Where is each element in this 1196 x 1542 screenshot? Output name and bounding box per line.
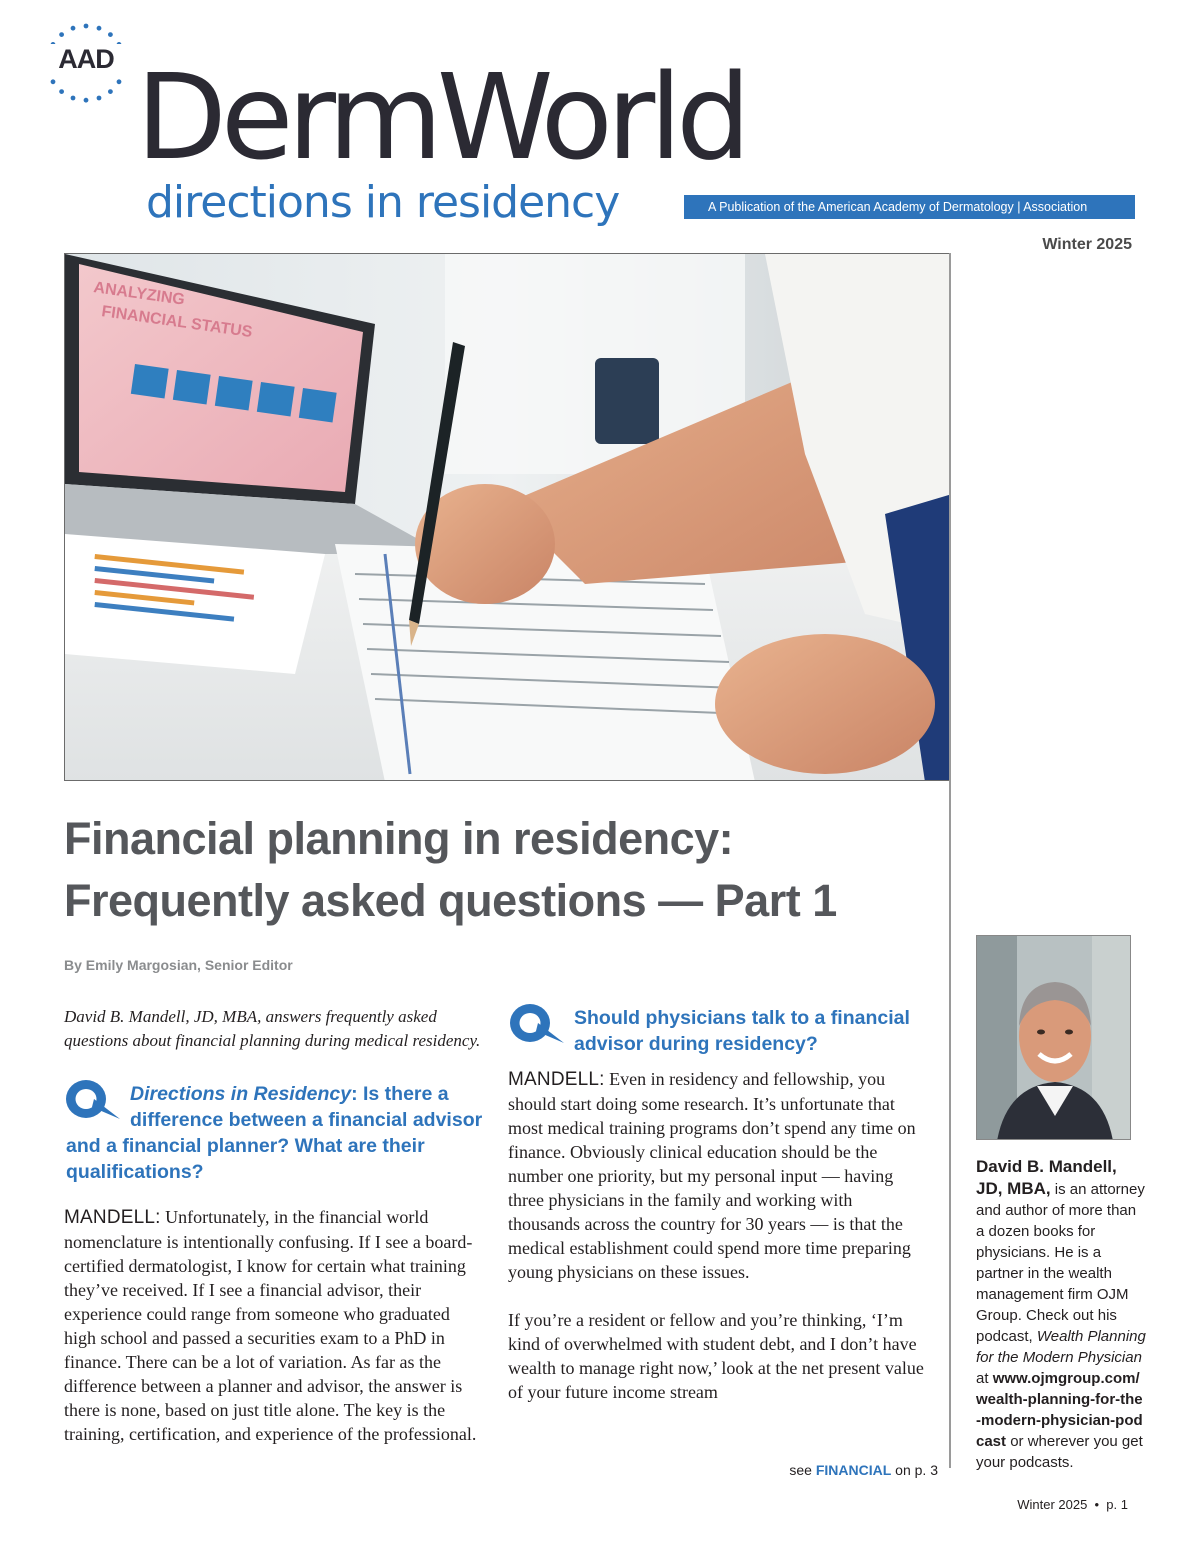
article-column-1 xyxy=(64,1005,484,1446)
answer-1-text: Unfortunately, in the financial world nomenclature is intentionally confusing. If I see a board-certified dermatologist, I know for certain what training they’ve received. If I see a financial advisor, their experience could range from someone who graduated high school and passed a securities exam to a PhD in finance. There can be a lot of variation. As far as the difference between a planner and advisor, the answer is there is none, based on just title alone. The key is the training, certification, and experience of the professional. xyxy=(64,1207,477,1444)
headline-line-2: Frequently asked questions — Part 1 xyxy=(64,875,837,926)
answer-2 xyxy=(508,1067,928,1284)
answer-2-text: Even in residency and fellowship, you should start doing some research. It’s unfortunate that most medical training programs don’t spend any time on finance. Obviously clinical education should be the number one priority, but my personal input — having three physicians in the family and working with thousands across the country for 30 years — is that the medical establishment could spend more time preparing young physicians on these issues. xyxy=(508,1069,916,1282)
question-heading-2 xyxy=(508,1005,928,1057)
article-headline xyxy=(64,808,944,932)
answer-1-speaker: MANDELL: xyxy=(64,1207,161,1228)
continued-page: on p. 3 xyxy=(895,1462,938,1478)
continued-see: see xyxy=(789,1462,812,1478)
masthead-brand: DermWorld xyxy=(136,48,746,186)
screen-text-1: ANALYZING xyxy=(92,279,186,309)
q-speech-bubble-icon xyxy=(508,1001,566,1051)
hero-illustration xyxy=(65,254,951,781)
continued-note xyxy=(789,1462,938,1478)
author-bio-at: at xyxy=(976,1370,989,1387)
article-column-2 xyxy=(508,1005,928,1404)
author-bio-text: is an attorney and author of more than a dozen books for physicians. He is a partner in the wealth management firm OJM Group. Check out his podcast, xyxy=(976,1181,1145,1345)
column-divider xyxy=(949,253,951,1468)
issue-date: Winter 2025 xyxy=(1042,236,1132,253)
aad-logo xyxy=(44,22,128,106)
answer-1 xyxy=(64,1205,484,1446)
masthead-tagline: directions in residency xyxy=(146,177,620,228)
answer-2-speaker: MANDELL: xyxy=(508,1069,605,1090)
page-folio: Winter 2025 • p. 1 xyxy=(1017,1497,1128,1512)
q-speech-bubble-icon xyxy=(64,1077,122,1127)
portrait-illustration xyxy=(977,936,1131,1140)
author-portrait xyxy=(976,935,1131,1140)
hero-photo xyxy=(64,253,951,781)
continued-link[interactable]: FINANCIAL xyxy=(815,1462,892,1478)
question-heading-1 xyxy=(64,1081,484,1185)
headline-line-1: Financial planning in residency: xyxy=(64,813,734,864)
aad-badge-text: AAD xyxy=(44,44,128,74)
answer-2-continued: If you’re a resident or fellow and you’re thinking, ‘I’m kind of overwhelmed with student debt, and I don’t have wealth to manage right now,’ look at the net present value of your future income stream xyxy=(508,1310,924,1402)
publication-bar: A Publication of the American Academy of Dermatology | Association xyxy=(684,195,1135,219)
byline: By Emily Margosian, Senior Editor xyxy=(64,957,293,973)
screen-text-2: FINANCIAL STATUS xyxy=(100,303,254,342)
article-intro: David B. Mandell, JD, MBA, answers frequently asked questions about financial planning during medical residency. xyxy=(64,1007,481,1050)
question-1-text: : Is there a difference between a financial advisor and a financial planner? What are their qualifications? xyxy=(66,1083,483,1183)
podcast-url[interactable]: www.ojmgroup.com/wealth-planning-for-the-modern-physician-podcast xyxy=(976,1370,1143,1450)
author-name: David B. Mandell, JD, MBA, xyxy=(976,1157,1117,1198)
podcast-title: Wealth Planning for the Modern Physician xyxy=(976,1328,1146,1366)
author-bio xyxy=(976,1156,1146,1473)
question-2-text: Should physicians talk to a financial advisor during residency? xyxy=(574,1007,910,1055)
author-bio-closing: or wherever you get your podcasts. xyxy=(976,1433,1143,1471)
question-1-prefix: Directions in Residency xyxy=(130,1083,352,1105)
